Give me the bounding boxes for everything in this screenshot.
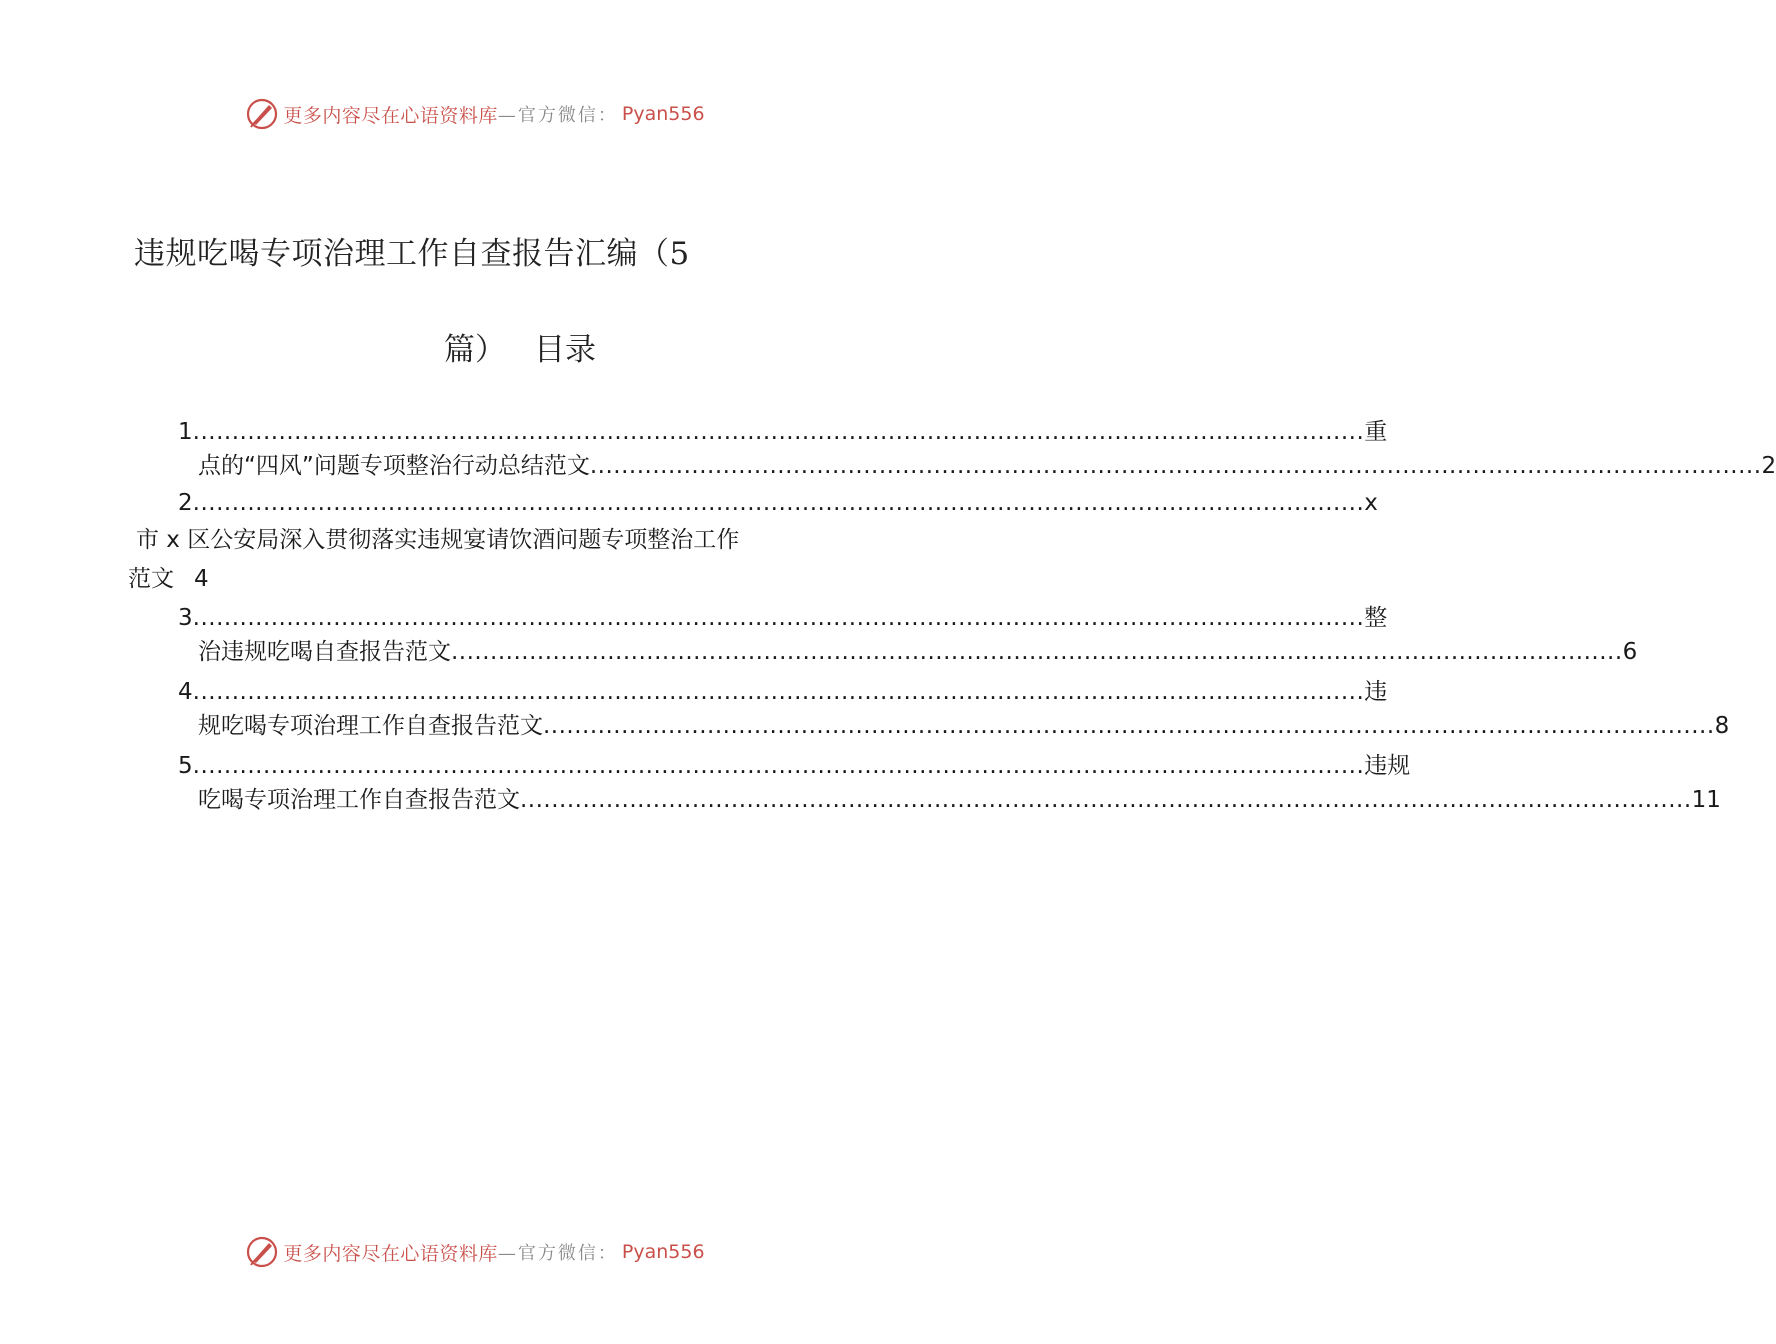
- banner-wechat-id: Pyan556: [621, 1241, 705, 1263]
- toc-entry-title: 治违规吃喝自查报告范文: [198, 639, 451, 665]
- banner-wechat-id: Pyan556: [621, 103, 705, 125]
- toc-leader-dots: ......................................................................................................................................................: [451, 639, 1623, 665]
- toc-leader-dots: ......................................................................................................................................................: [589, 453, 1762, 479]
- toc-entry-number: 2: [178, 490, 193, 516]
- toc-entry-title: 规吃喝专项治理工作自查报告范文: [198, 713, 543, 739]
- quill-logo-icon: [245, 1235, 279, 1269]
- toc-page-number: 2: [1761, 453, 1776, 479]
- toc-entry-2-head[interactable]: [178, 488, 1378, 518]
- toc-leader-dots: ......................................................................................................................................................: [192, 679, 1365, 705]
- banner-library-text: 更多内容尽在心语资料库: [283, 1242, 498, 1265]
- toc-leader-dots: ......................................................................................................................................................: [192, 419, 1365, 445]
- toc-page-number: 6: [1622, 639, 1638, 665]
- toc-entry-2-body[interactable]: [136, 525, 739, 555]
- toc-entry-title: 市 x 区公安局深入贯彻落实违规宴请饮酒问题专项整治工作: [136, 527, 740, 553]
- banner-library-text: 更多内容尽在心语资料库: [283, 104, 498, 127]
- toc-entry-1-body[interactable]: [198, 451, 1776, 481]
- toc-entry-title-start: 违规: [1364, 753, 1411, 779]
- toc-entry-title-start: 重: [1364, 419, 1388, 445]
- toc-entry-4-head[interactable]: [178, 677, 1388, 707]
- toc-entry-number: 4: [178, 679, 193, 705]
- toc-entry-title: 点的“四风”问题专项整治行动总结范文: [198, 453, 590, 479]
- header-watermark-banner: [0, 94, 950, 134]
- toc-entry-number: 5: [178, 753, 193, 779]
- toc-entry-5-body[interactable]: [198, 785, 1721, 815]
- toc-leader-dots: ......................................................................................................................................................: [543, 713, 1715, 739]
- toc-entry-2-body-end[interactable]: [128, 564, 209, 594]
- banner-wechat-label: —官方微信：: [497, 1243, 618, 1264]
- toc-entry-number: 1: [178, 419, 193, 445]
- toc-entry-title-end: 范文: [128, 566, 174, 592]
- footer-watermark-banner: [0, 1232, 950, 1272]
- toc-page-number: 8: [1714, 713, 1730, 739]
- document-title-line-1: 违规吃喝专项治理工作自查报告汇编（5: [134, 236, 690, 272]
- toc-leader-dots: ......................................................................................................................................................: [192, 753, 1365, 779]
- toc-entry-3-body[interactable]: [198, 637, 1638, 667]
- toc-leader-dots: ......................................................................................................................................................: [192, 605, 1365, 631]
- toc-entry-4-body[interactable]: [198, 711, 1730, 741]
- document-title-suffix: 篇）: [444, 332, 506, 368]
- toc-entry-number: 3: [178, 605, 193, 631]
- toc-page-number: 11: [1691, 787, 1721, 813]
- toc-entry-title-start: 整: [1364, 605, 1388, 631]
- banner-wechat-label: —官方微信：: [497, 105, 618, 126]
- toc-entry-1-head[interactable]: [178, 417, 1388, 447]
- toc-entry-title-start: x: [1364, 490, 1378, 516]
- toc-page-number: 4: [194, 566, 209, 592]
- toc-entry-title: 吃喝专项治理工作自查报告范文: [198, 787, 520, 813]
- quill-logo-icon: [245, 97, 279, 131]
- toc-entry-title-start: 违: [1364, 679, 1388, 705]
- toc-heading: 目录: [534, 332, 596, 368]
- document-title-line-2: [444, 324, 596, 369]
- toc-entry-5-head[interactable]: [178, 751, 1411, 781]
- toc-leader-dots: ......................................................................................................................................................: [520, 787, 1692, 813]
- toc-leader-dots: ......................................................................................................................................................: [192, 490, 1365, 516]
- toc-entry-3-head[interactable]: [178, 603, 1388, 633]
